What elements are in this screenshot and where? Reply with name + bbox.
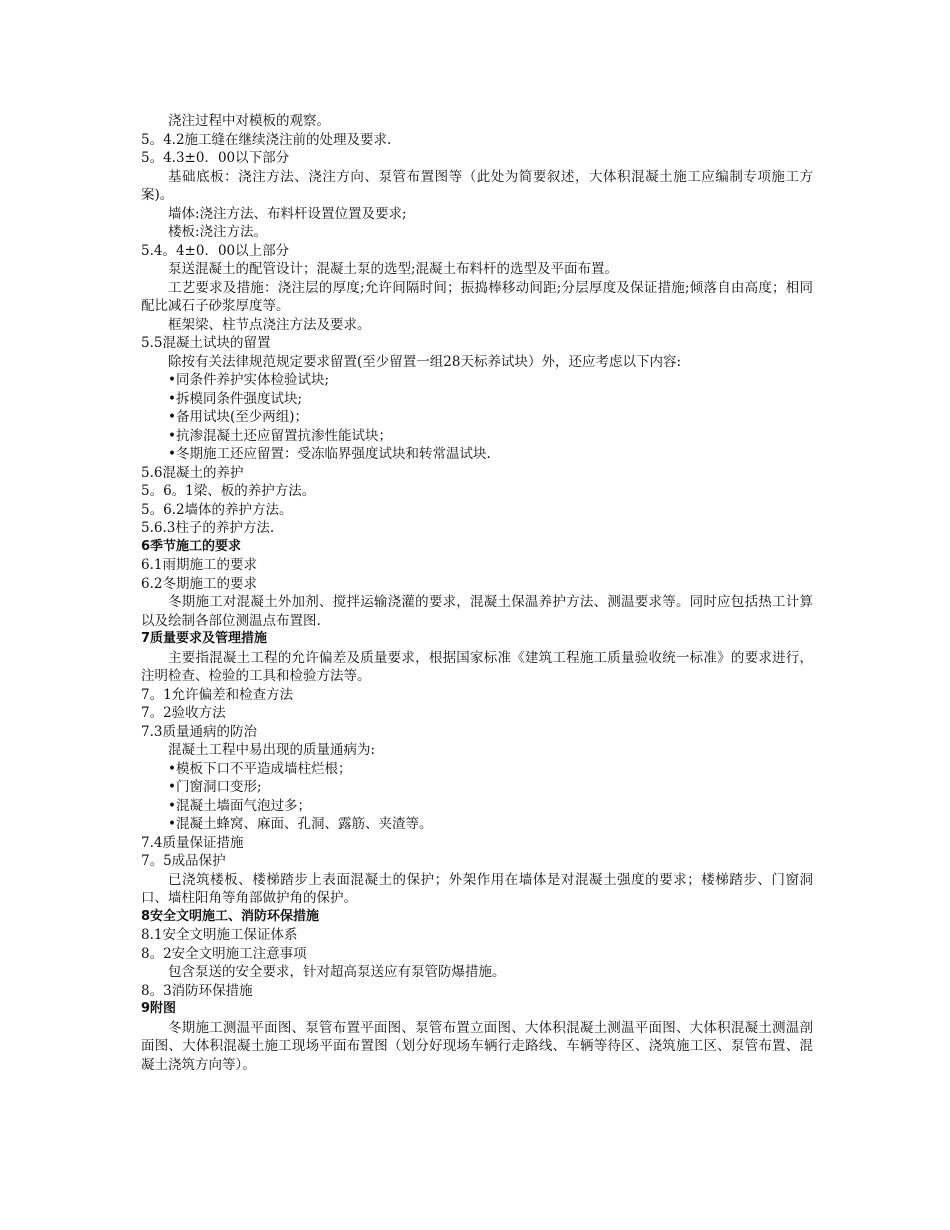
subsection-heading: 5。6.2墙体的养护方法。 [141,501,293,518]
paragraph: 主要指混凝土工程的允许偏差及质量要求，根据国家标准《建筑工程施工质量验收统一标准》的要求进行，注明检查、检验的工具和检验方法等。 [141,649,813,684]
bullet-item: •抗渗混凝土还应留置抗渗性能试块； [168,427,392,444]
bullet-item: •混凝土墙面气泡过多； [168,797,311,814]
bullet-item: •冬期施工还应留置：受冻临界强度试块和转常温试块. [168,446,491,462]
subsection-heading: 6.1雨期施工的要求 [141,557,257,573]
section-heading: 7质量要求及管理措施 [141,631,268,646]
subsection-heading: 7。1允许偏差和检查方法 [141,686,294,703]
subsection-heading: 7.3质量通病的防治 [141,723,257,740]
subsection-heading: 6.2冬期施工的要求 [141,575,257,592]
paragraph: 墙体:浇注方法、布料杆设置位置及要求; [168,205,407,222]
section-heading: 9附图 [141,1001,177,1016]
subsection-heading: 5.6混凝土的养护 [141,464,244,481]
subsection-heading: 8。2安全文明施工注意事项 [141,945,307,962]
paragraph: 浇注过程中对模板的观察。 [168,113,330,129]
paragraph: 楼板:浇注方法。 [168,224,268,240]
subsection-heading: 5。4.3±0．00以下部分 [141,150,290,166]
paragraph: 冬期施工对混凝土外加剂、搅拌运输浇灌的要求，混凝土保温养护方法、测温要求等。同时应包括热工计算以及绘制各部位测温点布置图. [141,594,813,629]
subsection-heading: 5。4.2施工缝在继续浇注前的处理及要求. [141,131,392,148]
bullet-item: •备用试块(至少两组)； [168,409,308,425]
section-heading: 6季节施工的要求 [141,538,242,554]
paragraph: 冬期施工测温平面图、泵管布置平面图、泵管布置立面图、大体积混凝土测温平面图、大体积混凝土测温剖面图、大体积混凝土施工现场平面布置图（划分好现场车辆行走路线、车辆等待区、浇筑施工区、泵管布置、混凝土浇筑方向等）。 [141,1019,813,1073]
paragraph: 包含泵送的安全要求，针对超高泵送应有泵管防爆措施。 [168,964,506,980]
paragraph: 框架梁、柱节点浇注方法及要求。 [168,316,371,333]
subsection-heading: 5.5混凝土试块的留置 [141,335,271,351]
bullet-item: •同条件养护实体检验试块; [168,372,330,388]
bullet-item: •拆模同条件强度试块; [168,390,303,407]
paragraph: 基础底板：浇注方法、浇注方向、泵管布置图等（此处为简要叙述，大体积混凝土施工应编制专项施工方案)。 [141,168,813,203]
paragraph: 泵送混凝土的配管设计；混凝土泵的选型;混凝土布料杆的选型及平面布置。 [168,261,619,277]
bullet-item: •混凝土蜂窝、麻面、孔洞、露筋、夹渣等。 [168,816,433,832]
bullet-item: •模板下口不平造成墙柱烂根； [168,760,352,777]
subsection-heading: 7.4质量保证措施 [141,834,244,851]
subsection-heading: 5.6.3柱子的养护方法. [141,520,275,536]
subsection-heading: 7。2验收方法 [141,705,226,721]
paragraph: 混凝土工程中易出现的质量通病为: [168,742,376,758]
paragraph: 除按有关法律规范规定要求留置(至少留置一组28天标养试块）外，还应考虑以下内容: [168,353,681,370]
subsection-heading: 5.4。4±0．00以上部分 [141,242,290,259]
subsection-heading: 7。5成品保护 [141,853,226,869]
paragraph: 已浇筑楼板、楼梯踏步上表面混凝土的保护；外架作用在墙体是对混凝土强度的要求；楼梯踏步、门窗洞口、墙柱阳角等角部做护角的保护。 [141,871,813,906]
subsection-heading: 8。3消防环保措施 [141,982,253,999]
section-heading: 8安全文明施工、消防环保措施 [141,908,320,924]
bullet-item: •门窗洞口变形; [168,779,262,795]
subsection-heading: 5。6。1梁、板的养护方法。 [141,483,316,499]
subsection-heading: 8.1安全文明施工保证体系 [141,927,298,943]
paragraph: 工艺要求及措施：浇注层的厚度;允许间隔时间；振捣棒移动间距;分层厚度及保证措施;倾落自由高度；相同配比减石子砂浆厚度等。 [141,279,813,314]
document-body [141,112,813,1074]
